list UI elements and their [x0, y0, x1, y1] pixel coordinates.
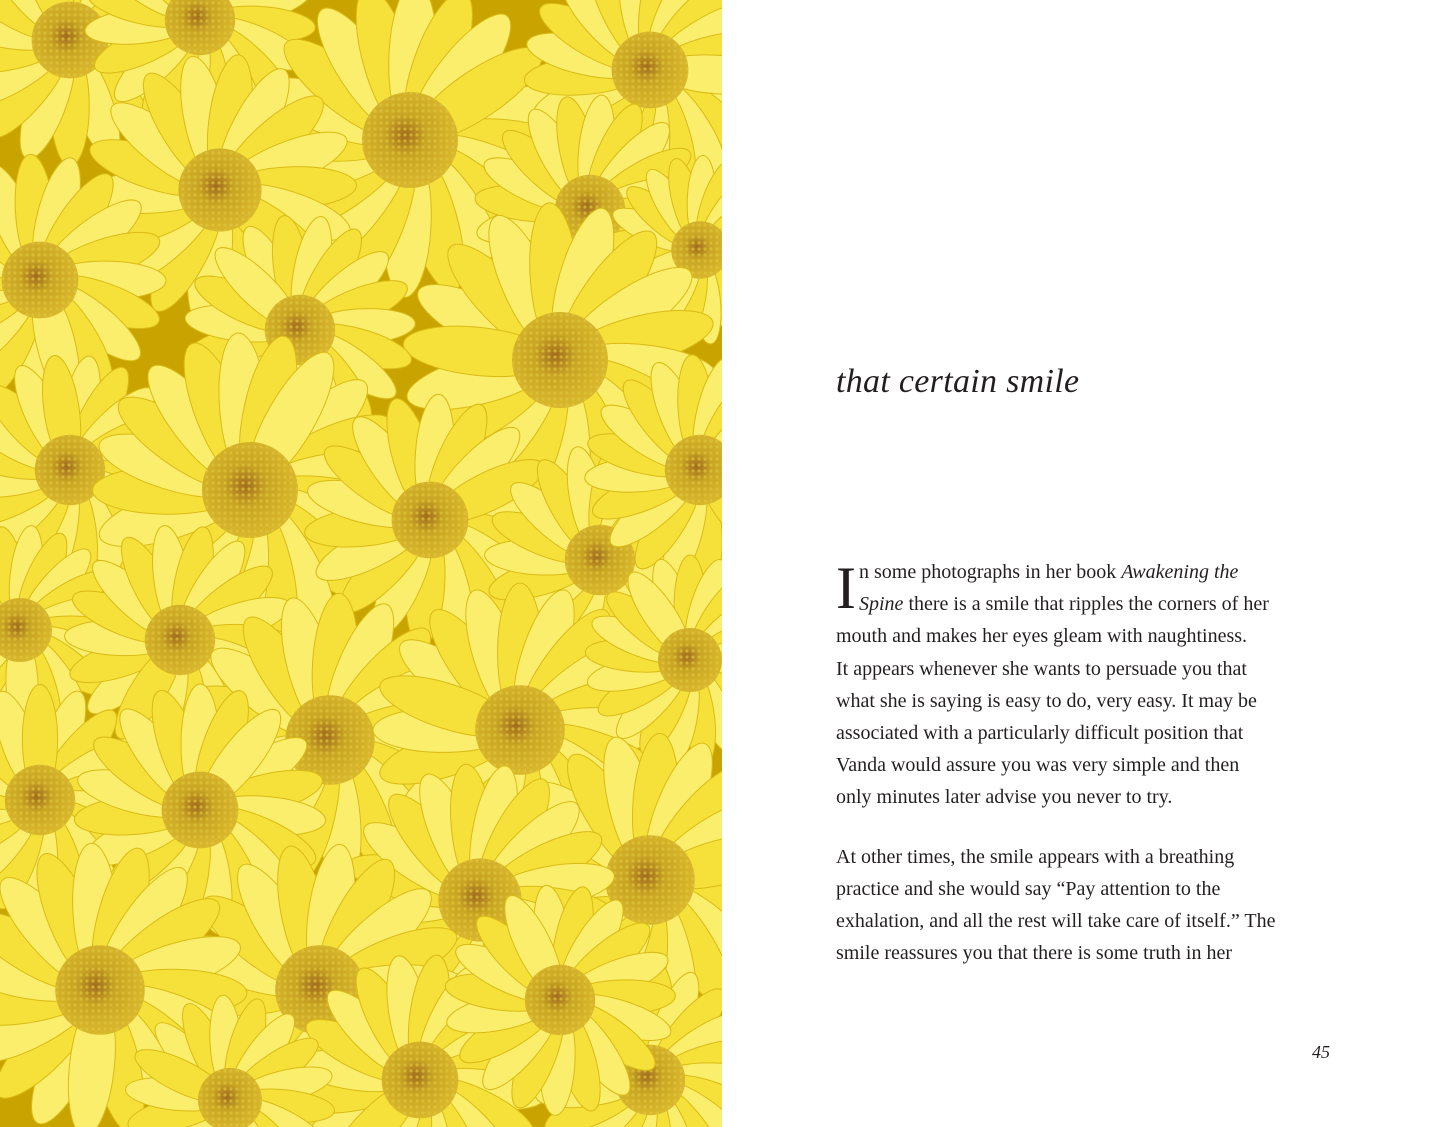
chapter-title: that certain smile	[836, 363, 1080, 400]
text-line: Spine there is a smile that ripples the corners of her	[859, 593, 1269, 616]
text-line: practice and she would say “Pay attention to the	[836, 877, 1221, 900]
text-line: only minutes later advise you never to try.	[836, 786, 1173, 809]
text-line: Vanda would assure you was very simple and then	[836, 754, 1240, 777]
text-line: what she is saying is easy to do, very easy. It may be	[836, 689, 1257, 712]
flower-photograph	[0, 0, 722, 1127]
text-page	[722, 0, 1445, 1127]
text-line: It appears whenever she wants to persuade you that	[836, 657, 1247, 680]
drop-cap: I	[836, 555, 856, 621]
text-line: At other times, the smile appears with a breathing	[836, 845, 1235, 868]
text-line: exhalation, and all the rest will take care of itself.” The	[836, 910, 1276, 933]
text-line: mouth and makes her eyes gleam with naughtiness.	[836, 625, 1248, 648]
paragraph-1	[836, 556, 1326, 814]
page-number: 45	[1312, 1042, 1330, 1062]
text-line: associated with a particularly difficult position that	[836, 722, 1244, 745]
body-text	[836, 556, 1326, 969]
text-line: n some photographs in her book Awakening the	[859, 561, 1239, 583]
paragraph-2	[836, 841, 1326, 970]
daisy-photo-image	[0, 0, 722, 1127]
text-line: smile reassures you that there is some truth in her	[836, 942, 1233, 965]
